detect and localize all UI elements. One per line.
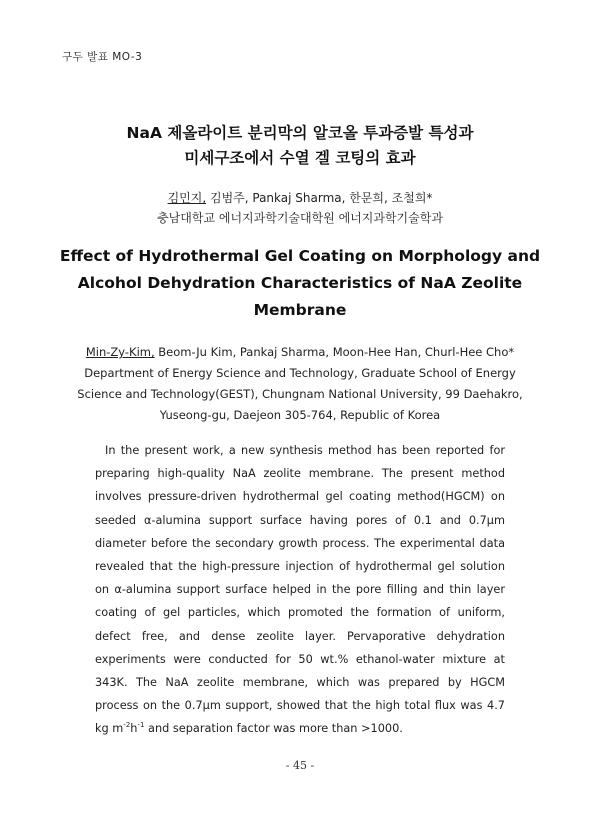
- abstract-paragraph: [95, 439, 505, 741]
- flux-unit-exponent-m: -2: [123, 721, 131, 730]
- korean-affiliation: 충남대학교 에너지과학기술대학원 에너지과학기술학과: [157, 211, 443, 225]
- flux-unit-h: h: [130, 722, 138, 736]
- flux-unit-exponent-h: -1: [137, 721, 145, 730]
- english-affiliation: Department of Energy Science and Technology, Graduate School of Energy Science and Technology(GEST), Chungnam National University, 99 Daehakro, Yuseong-gu, Daejeon 305-764, Republic of Korea: [77, 366, 523, 422]
- english-coauthors: Beom-Ju Kim, Pankaj Sharma, Moon-Hee Han, Churl-Hee Cho*: [154, 345, 515, 359]
- korean-title-line-2: 미세구조에서 수열 겔 코팅의 효과: [184, 149, 416, 167]
- korean-presenter: 김민지,: [167, 191, 207, 205]
- session-label: 구두 발표 MO-3: [62, 51, 143, 63]
- page-number: - 45 -: [285, 759, 315, 772]
- korean-authors: [0, 188, 600, 228]
- english-title: Effect of Hydrothermal Gel Coating on Morphology and Alcohol Dehydration Characteristics of NaA Zeolite Membrane: [59, 247, 541, 319]
- korean-author-line: [0, 188, 600, 208]
- english-presenter: Min-Zy-Kim,: [85, 345, 155, 359]
- abstract-text: In the present work, a new synthesis method has been reported for preparing high-quality NaA zeolite membrane. The present method involves pressure-driven hydrothermal gel coating method(HGCM) on seeded α-alumina support surface having pores of 0.1 and 0.7μm diameter before the secondary growth process. The experimental data revealed that the high-pressure injection of hydrothermal gel solution on α-alumina support surface helped in the pore filling and thin layer coating of gel particles, which promoted the formation of uniform, defect free, and dense zeolite layer. Pervaporative dehydration experiments were conducted for 50 wt.% ethanol-water mixture at 343K. The NaA zeolite membrane, which was prepared by HGCM process on the 0.7μm support, showed that the high total flux was 4.7 kg m: [95, 444, 505, 736]
- abstract-text-end: and separation factor was more than >1000.: [144, 722, 403, 736]
- english-authors: [70, 342, 530, 426]
- korean-title-line-1: NaA 제올라이트 분리막의 알코올 투과증발 특성과: [126, 124, 474, 142]
- korean-title: [0, 121, 600, 171]
- korean-coauthors: 김범주, Pankaj Sharma, 한문희, 조철희*: [206, 191, 433, 205]
